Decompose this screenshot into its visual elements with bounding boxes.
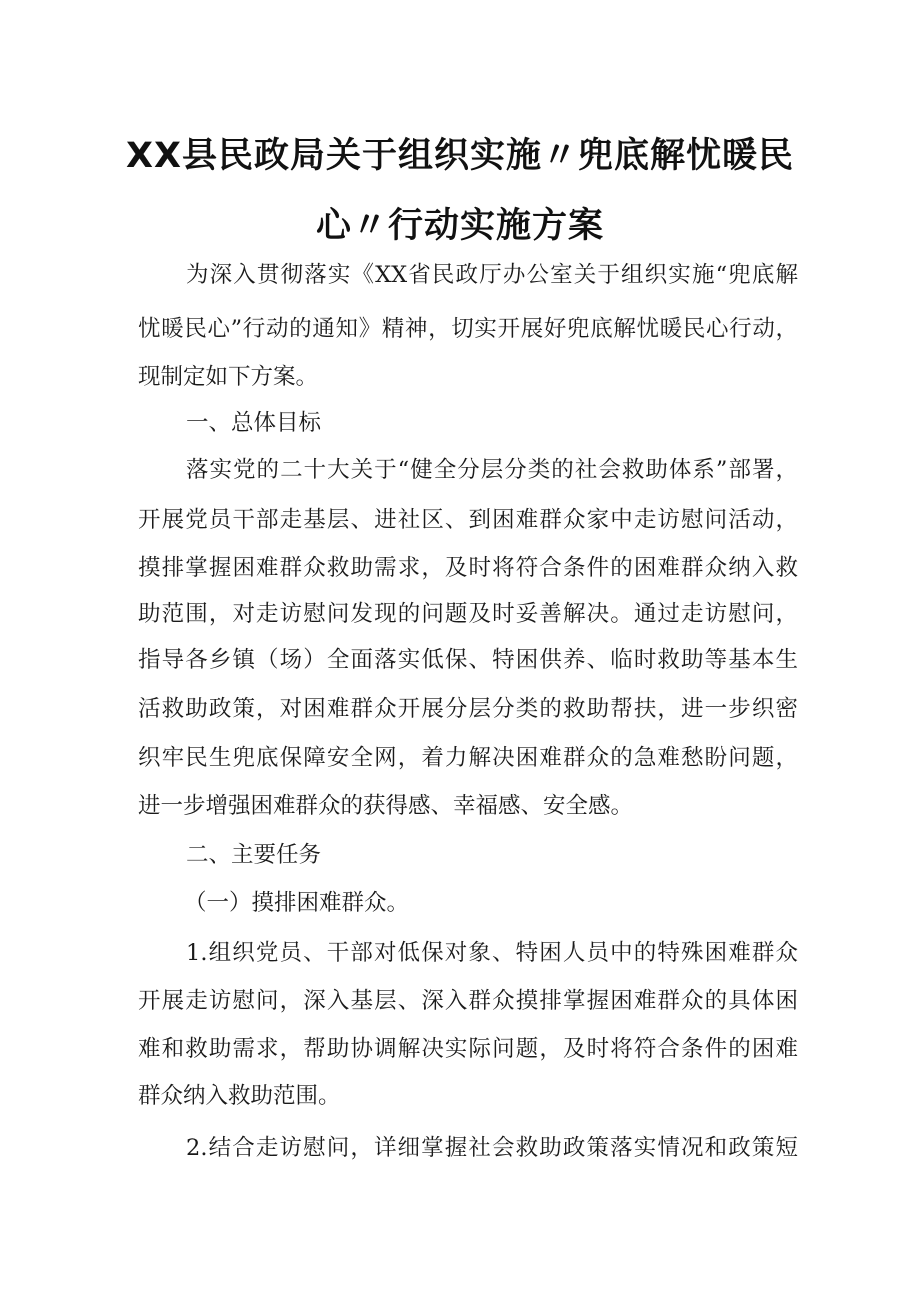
item-1-line-4: 群众纳入救助范围。 — [138, 1083, 341, 1109]
item-1-line-3: 难和救助需求，帮助协调解决实际问题，及时将符合条件的困难 — [138, 1036, 798, 1062]
paragraph-goal-line-2: 开展党员干部走基层、进社区、到困难群众家中走访慰问活动， — [138, 507, 798, 533]
item-1-line-2: 开展走访慰问，深入基层、深入群众摸排掌握困难群众的具体困 — [138, 988, 798, 1014]
document-title-line-1: XX县民政局关于组织实施〃兜底解忧暖民 — [126, 136, 794, 176]
section-heading-main-tasks: 二、主要任务 — [186, 842, 322, 868]
subsection-heading-1: （一）摸排困难群众。 — [184, 890, 410, 916]
paragraph-intro-line-1: 为深入贯彻落实《XX省民政厅办公室关于组织实施“兜底解 — [186, 262, 798, 288]
paragraph-intro-line-2: 忧暖民心”行动的通知》精神，切实开展好兜底解忧暖民心行动， — [138, 316, 798, 342]
paragraph-intro-line-3: 现制定如下方案。 — [138, 364, 319, 390]
section-heading-overall-goal: 一、总体目标 — [186, 410, 322, 436]
paragraph-goal-line-7: 织牢民生兜底保障安全网，着力解决困难群众的急难愁盼问题， — [138, 745, 798, 771]
paragraph-goal-line-3: 摸排掌握困难群众救助需求，及时将符合条件的困难群众纳入救 — [138, 555, 798, 581]
paragraph-goal-line-1: 落实党的二十大关于“健全分层分类的社会救助体系”部署， — [186, 457, 798, 483]
paragraph-goal-line-8: 进一步增强困难群众的获得感、幸福感、安全感。 — [138, 793, 634, 819]
paragraph-goal-line-4: 助范围，对走访慰问发现的问题及时妥善解决。通过走访慰问， — [138, 601, 798, 627]
item-1-line-1: 1.组织党员、干部对低保对象、特困人员中的特殊困难群众 — [186, 940, 798, 966]
document-title-line-2: 心〃行动实施方案 — [315, 206, 604, 246]
item-2-line-1: 2.结合走访慰问，详细掌握社会救助政策落实情况和政策短 — [186, 1135, 798, 1161]
paragraph-goal-line-6: 活救助政策，对困难群众开展分层分类的救助帮扶，进一步织密 — [138, 696, 798, 722]
paragraph-goal-line-5: 指导各乡镇（场）全面落实低保、特困供养、临时救助等基本生 — [138, 647, 798, 673]
